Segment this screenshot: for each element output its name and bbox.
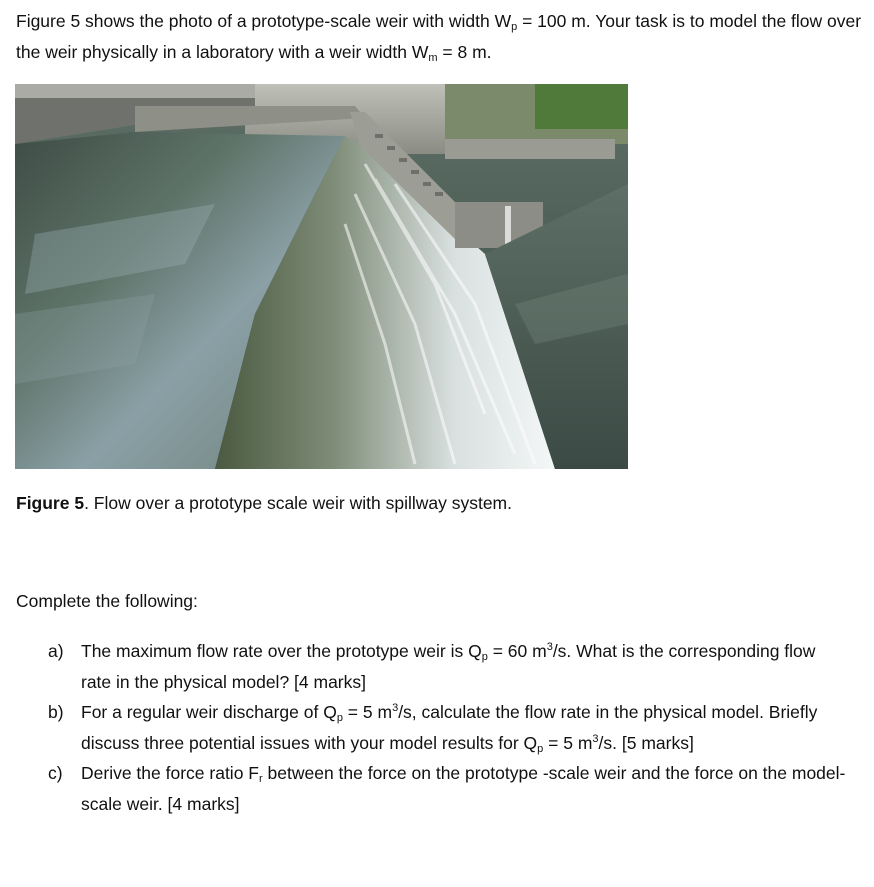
question-c (48, 758, 848, 819)
superscript: 3 (546, 641, 553, 653)
question-marker: b) (48, 702, 64, 722)
question-text: = 5 m (342, 702, 393, 722)
superscript: 3 (392, 702, 399, 714)
question-b (48, 697, 848, 758)
question-text: Derive the force ratio F (81, 763, 259, 783)
question-marker: c) (48, 763, 63, 783)
question-text: For a regular weir discharge of Q (81, 702, 337, 722)
question-text: between the force on the prototype -scale weir and the force on the model-scale weir. [4 marks] (81, 763, 846, 814)
question-marker: a) (48, 641, 64, 661)
question-a (48, 636, 848, 697)
width-subscript-p: p (511, 21, 518, 33)
question-text: /s, calculate the flow rate in the physical model. Briefly discuss three potential issues with your model results for Q (81, 702, 818, 753)
weir-photo (15, 84, 628, 469)
complete-heading: Complete the following: (16, 591, 198, 611)
superscript: 3 (592, 732, 599, 745)
width-subscript-m: m (428, 52, 438, 64)
figure-label: Figure 5 (16, 493, 85, 513)
question-list (48, 636, 848, 819)
intro-paragraph (16, 6, 866, 68)
intro-text-2: = 100 m. Your task is to model the flow over the weir physically in a laboratory with a weir width W (16, 11, 862, 62)
figure-caption (16, 490, 512, 516)
question-text: = 60 m (487, 641, 547, 661)
subscript: r (258, 773, 263, 785)
intro-text-1: Figure 5 shows the photo of a prototype-scale weir with width W (16, 11, 512, 31)
question-text: /s. What is the corresponding flow rate in the physical model? [4 marks] (81, 641, 816, 692)
intro-text-3: = 8 m. (437, 42, 492, 62)
question-text: /s. [5 marks] (598, 732, 694, 753)
figure-caption-text: . Flow over a prototype scale weir with spillway system. (84, 493, 512, 513)
question-text: The maximum flow rate over the prototype weir is Q (81, 641, 482, 661)
question-text: = 5 m (543, 732, 593, 753)
subscript: p (481, 651, 488, 663)
subscript: p (336, 712, 343, 724)
subscript: p (537, 742, 544, 755)
